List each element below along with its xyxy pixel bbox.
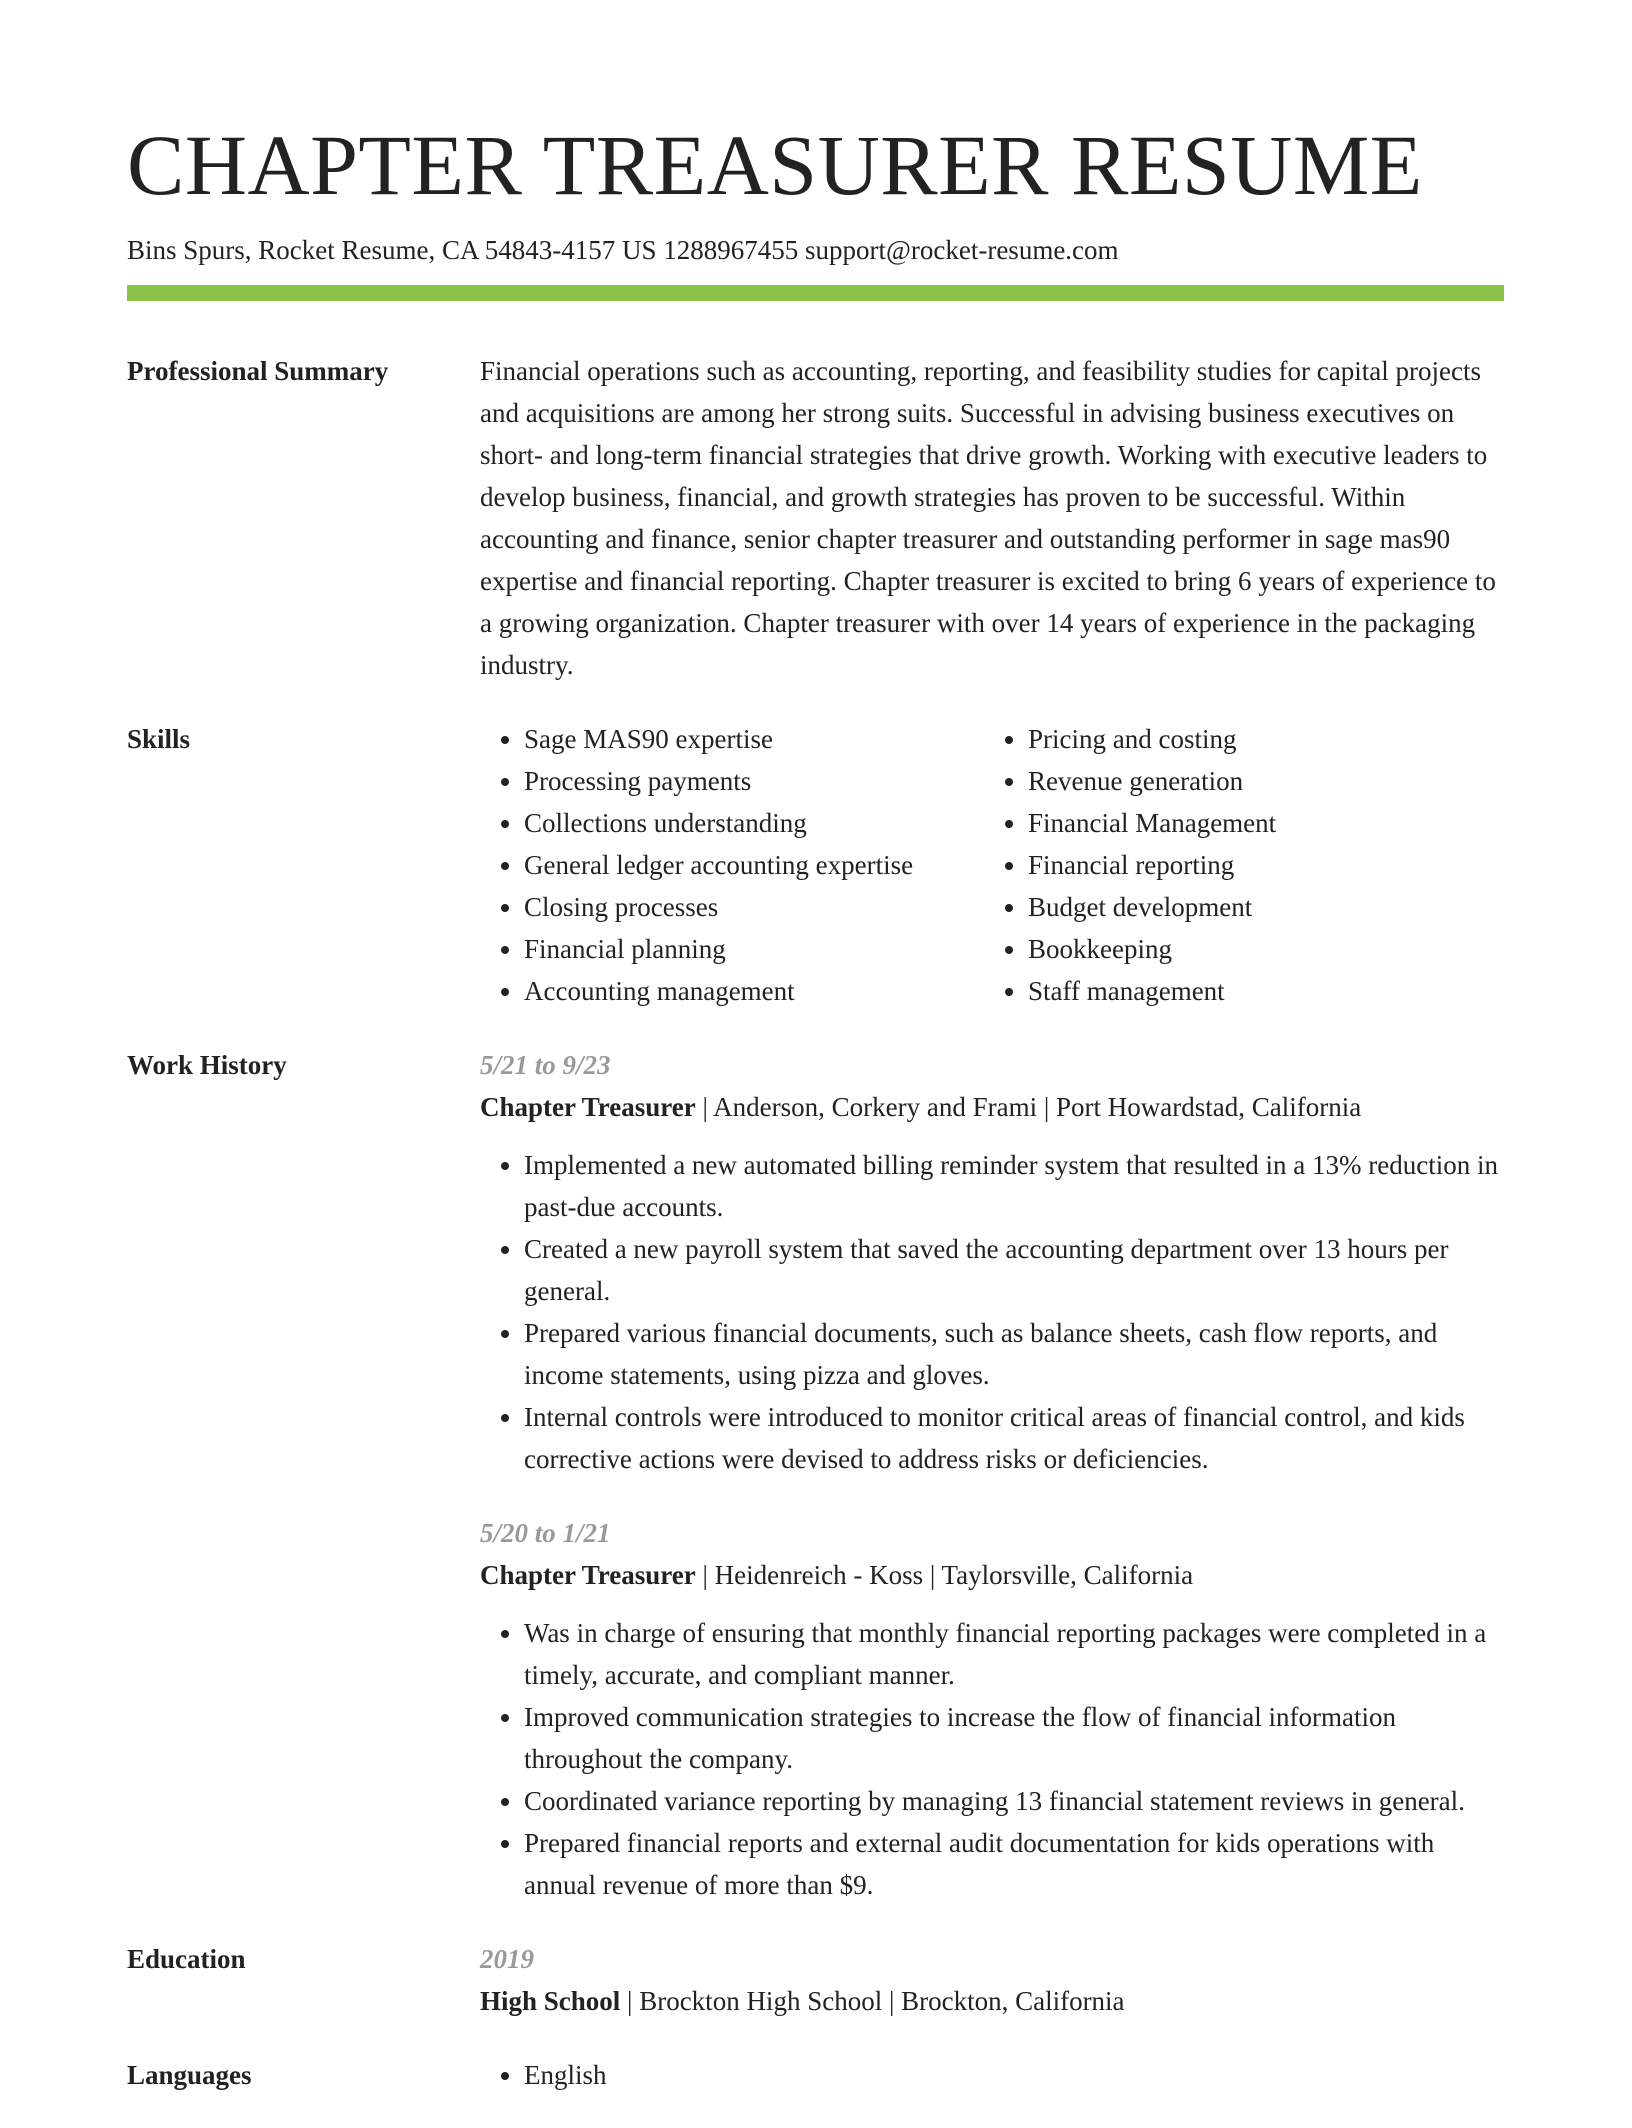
job-bullets [480, 1612, 1504, 1906]
job-title: Chapter Treasurer [480, 1092, 696, 1122]
job-bullets [480, 1144, 1504, 1480]
summary-text: Financial operations such as accounting, reporting, and feasibility studies for capital projects and acquisitions are among her strong suits. Successful in advising business executives on short- and long-term financial strategies that drive growth. Working with executive leaders to develop business, financial, and growth strategies has proven to be successful. Within accounting and finance, senior chapter treasurer and outstanding performer in sage mas90 expertise and financial reporting. Chapter treasurer is excited to bring 6 years of experience to a growing organization. Chapter treasurer with over 14 years of experience in the packaging industry. [480, 356, 1496, 680]
skill-item: • Processing payments [524, 760, 984, 802]
education-degree: High School [480, 1986, 621, 2016]
job-bullet: • Prepared various financial documents, such as balance sheets, cash flow reports, and income statements, using pizza and gloves. [524, 1312, 1504, 1396]
skills-list-left [480, 718, 984, 1012]
skill-item: • Financial planning [524, 928, 984, 970]
section-label-languages: Languages [127, 2060, 252, 2090]
section-label-education: Education [127, 1944, 246, 1974]
skill-item: • Bookkeeping [1028, 928, 1276, 970]
education-school-location: | Brockton High School | Brockton, California [620, 1986, 1125, 2016]
education-content [480, 1938, 1504, 2022]
job-date: 5/21 to 9/23 [480, 1050, 611, 1080]
job-bullet: • Internal controls were introduced to monitor critical areas of financial control, and kids corrective actions were devised to address risks or deficiencies. [524, 1396, 1504, 1480]
summary-content [480, 350, 1504, 686]
job-company-location: | Heidenreich - Koss | Taylorsville, California [695, 1560, 1194, 1590]
education-section [127, 1938, 1504, 2022]
section-label-work: Work History [127, 1050, 287, 1080]
job-entry [480, 1044, 1504, 1480]
skills-content [480, 718, 1504, 1012]
skill-item: • Financial reporting [1028, 844, 1276, 886]
job-bullet: • Created a new payroll system that saved the accounting department over 13 hours per general. [524, 1228, 1504, 1312]
work-history-section [127, 1044, 1504, 1906]
resume-title: CHAPTER TREASURER RESUME [127, 117, 1423, 213]
skill-item: • Collections understanding [524, 802, 984, 844]
job-bullet: • Prepared financial reports and external audit documentation for kids operations with annual revenue of more than $9. [524, 1822, 1504, 1906]
skill-item: • Staff management [1028, 970, 1276, 1012]
language-item: • English [524, 2054, 1504, 2096]
skill-item: • Sage MAS90 expertise [524, 718, 984, 760]
section-label-summary: Professional Summary [127, 356, 389, 386]
job-bullet: • Coordinated variance reporting by managing 13 financial statement reviews in general. [524, 1780, 1504, 1822]
skill-item: • General ledger accounting expertise [524, 844, 984, 886]
job-heading [480, 1086, 1504, 1128]
skill-item: • Revenue generation [1028, 760, 1276, 802]
language-list [480, 2054, 1504, 2096]
job-heading [480, 1554, 1504, 1596]
resume-sections [127, 350, 1504, 2128]
skill-item: • Accounting management [524, 970, 984, 1012]
job-title: Chapter Treasurer [480, 1560, 696, 1590]
languages-section [127, 2054, 1504, 2096]
section-label-skills: Skills [127, 724, 191, 754]
education-date: 2019 [480, 1944, 534, 1974]
skill-item: • Closing processes [524, 886, 984, 928]
skill-item: • Budget development [1028, 886, 1276, 928]
contact-info: Bins Spurs, Rocket Resume, CA 54843-4157 US 1288967455 support@rocket-resume.com [127, 235, 1119, 265]
education-heading [480, 1980, 1504, 2022]
accent-divider [127, 285, 1504, 301]
languages-content [480, 2054, 1504, 2096]
job-bullet: • Implemented a new automated billing reminder system that resulted in a 13% reduction in past-due accounts. [524, 1144, 1504, 1228]
skills-columns [480, 718, 1504, 1012]
job-bullet: • Was in charge of ensuring that monthly financial reporting packages were completed in a timely, accurate, and compliant manner. [524, 1612, 1504, 1696]
work-content [480, 1044, 1504, 1906]
skills-section [127, 718, 1504, 1012]
skills-list-right [984, 718, 1276, 1012]
job-date: 5/20 to 1/21 [480, 1518, 611, 1548]
skill-item: • Financial Management [1028, 802, 1276, 844]
skill-item: • Pricing and costing [1028, 718, 1276, 760]
job-company-location: | Anderson, Corkery and Frami | Port Howardstad, California [695, 1092, 1362, 1122]
job-bullet: • Improved communication strategies to increase the flow of financial information throughout the company. [524, 1696, 1504, 1780]
summary-section [127, 350, 1504, 686]
job-entry [480, 1512, 1504, 1906]
